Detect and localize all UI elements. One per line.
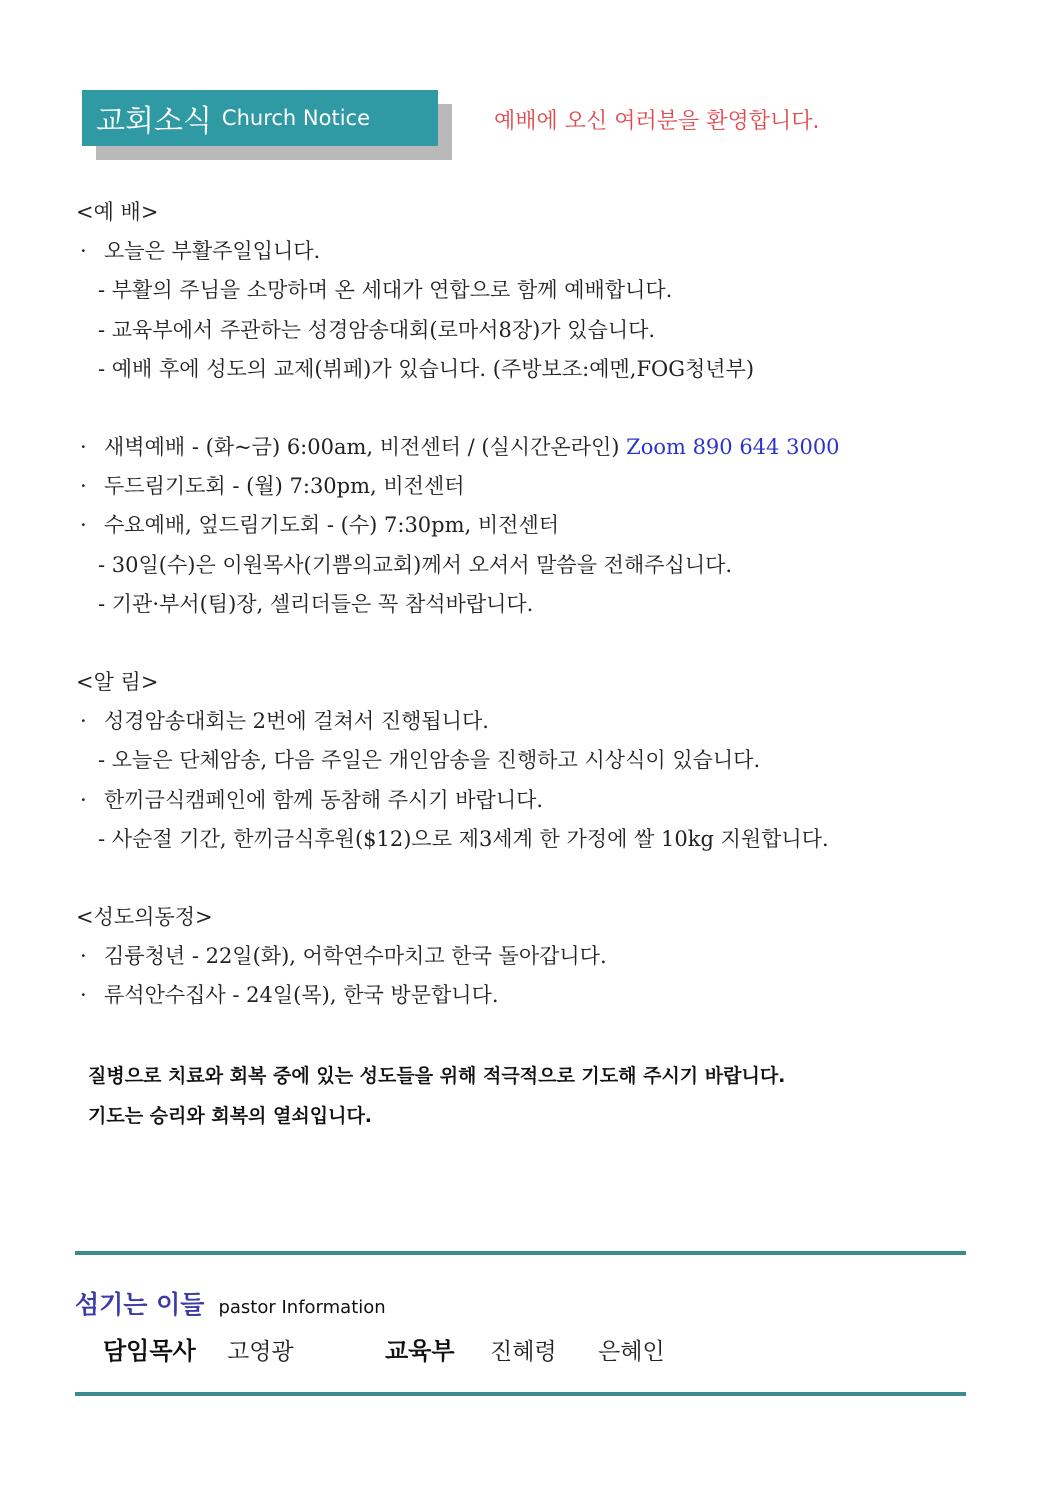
easter-sub-1: - 부활의 주님을 소망하며 온 세대가 연합으로 함께 예배합니다. xyxy=(98,278,673,303)
easter-text: 오늘은 부활주일입니다. xyxy=(104,239,321,264)
wednesday-sub-2: - 기관·부서(팀)장, 셀리더들은 꼭 참석바랍니다. xyxy=(98,591,534,616)
staff-row xyxy=(75,1331,775,1367)
wednesday-sub-1: - 30일(수)은 이원목사(기쁨의교회)께서 오셔서 말씀을 전해주십니다. xyxy=(98,552,733,577)
senior-pastor-name: 고영광 xyxy=(227,1339,294,1365)
member-text-2: 류석안수집사 - 24일(목), 한국 방문합니다. xyxy=(104,983,499,1008)
contest-text: 성경암송대회는 2번에 걸쳐서 진행됩니다. xyxy=(104,709,489,734)
member-text-1: 김륭청년 - 22일(화), 어학연수마치고 한국 돌아갑니다. xyxy=(104,944,607,969)
education-name-1: 진혜령 xyxy=(490,1339,557,1365)
dawn-item xyxy=(76,428,1016,467)
divider-bottom xyxy=(75,1392,966,1396)
dawn-text: 새벽예배 - (화~금) 6:00am, 비전센터 / (실시간온라인) xyxy=(104,435,627,460)
bullet-dot: · xyxy=(80,983,87,1008)
worship-heading: <예 배> xyxy=(76,200,159,224)
header-title-box xyxy=(82,90,438,146)
divider-top xyxy=(75,1251,966,1255)
wednesday-item xyxy=(76,506,1016,545)
bullet-dot: · xyxy=(80,435,87,460)
bullet-dot: · xyxy=(80,513,87,538)
campaign-text: 한끼금식캠페인에 함께 동참해 주시기 바랍니다. xyxy=(104,787,544,812)
easter-item xyxy=(76,232,1016,271)
bullet-dot: · xyxy=(80,944,87,969)
wednesday-text: 수요예배, 엎드림기도회 - (수) 7:30pm, 비전센터 xyxy=(104,513,560,538)
contest-item xyxy=(76,702,1016,741)
members-heading: <성도의동정> xyxy=(76,905,213,930)
bullet-dot: · xyxy=(80,239,87,264)
zoom-link[interactable]: Zoom 890 644 3000 xyxy=(626,435,840,460)
bullet-dot: · xyxy=(80,709,87,734)
bullet-dot: · xyxy=(80,787,87,812)
welcome-message: 예배에 오신 여러분을 환영합니다. xyxy=(494,109,820,134)
dream-item xyxy=(76,467,1016,506)
bullet-dot: · xyxy=(80,474,87,499)
campaign-item xyxy=(76,781,1016,820)
member-item-2 xyxy=(76,976,1016,1015)
senior-pastor-role: 담임목사 xyxy=(103,1337,196,1365)
campaign-sub: - 사순절 기간, 한끼금식후원($12)으로 제3세계 한 가정에 쌀 10kg 지원합니다. xyxy=(98,826,829,851)
prayer-line-1: 질병으로 치료와 회복 중에 있는 성도들을 위해 적극적으로 기도해 주시기 바랍니다. xyxy=(88,1065,786,1087)
notice-heading: <알 림> xyxy=(76,670,159,695)
staff-title xyxy=(75,1285,386,1321)
staff-title-en: pastor Information xyxy=(218,1297,386,1318)
easter-sub-3: - 예배 후에 성도의 교제(뷔페)가 있습니다. (주방보조:예멘,FOG청년부) xyxy=(98,356,755,381)
prayer-line-2: 기도는 승리와 회복의 열쇠입니다. xyxy=(88,1105,373,1127)
notice-content xyxy=(76,193,1016,1016)
staff-title-ko: 섬기는 이들 xyxy=(75,1290,205,1319)
header-title-ko: 교회소식 xyxy=(96,104,212,139)
header xyxy=(82,90,438,146)
education-name-2: 은혜인 xyxy=(598,1339,665,1365)
prayer-request xyxy=(88,1056,785,1136)
easter-sub-2: - 교육부에서 주관하는 성경암송대회(로마서8장)가 있습니다. xyxy=(98,317,656,342)
header-title-en: Church Notice xyxy=(221,106,370,130)
contest-sub: - 오늘은 단체암송, 다음 주일은 개인암송을 진행하고 시상식이 있습니다. xyxy=(98,748,761,773)
dream-text: 두드림기도회 - (월) 7:30pm, 비전센터 xyxy=(104,474,465,499)
education-role: 교육부 xyxy=(385,1337,455,1365)
member-item-1 xyxy=(76,937,1016,976)
staff-section xyxy=(75,1285,665,1365)
